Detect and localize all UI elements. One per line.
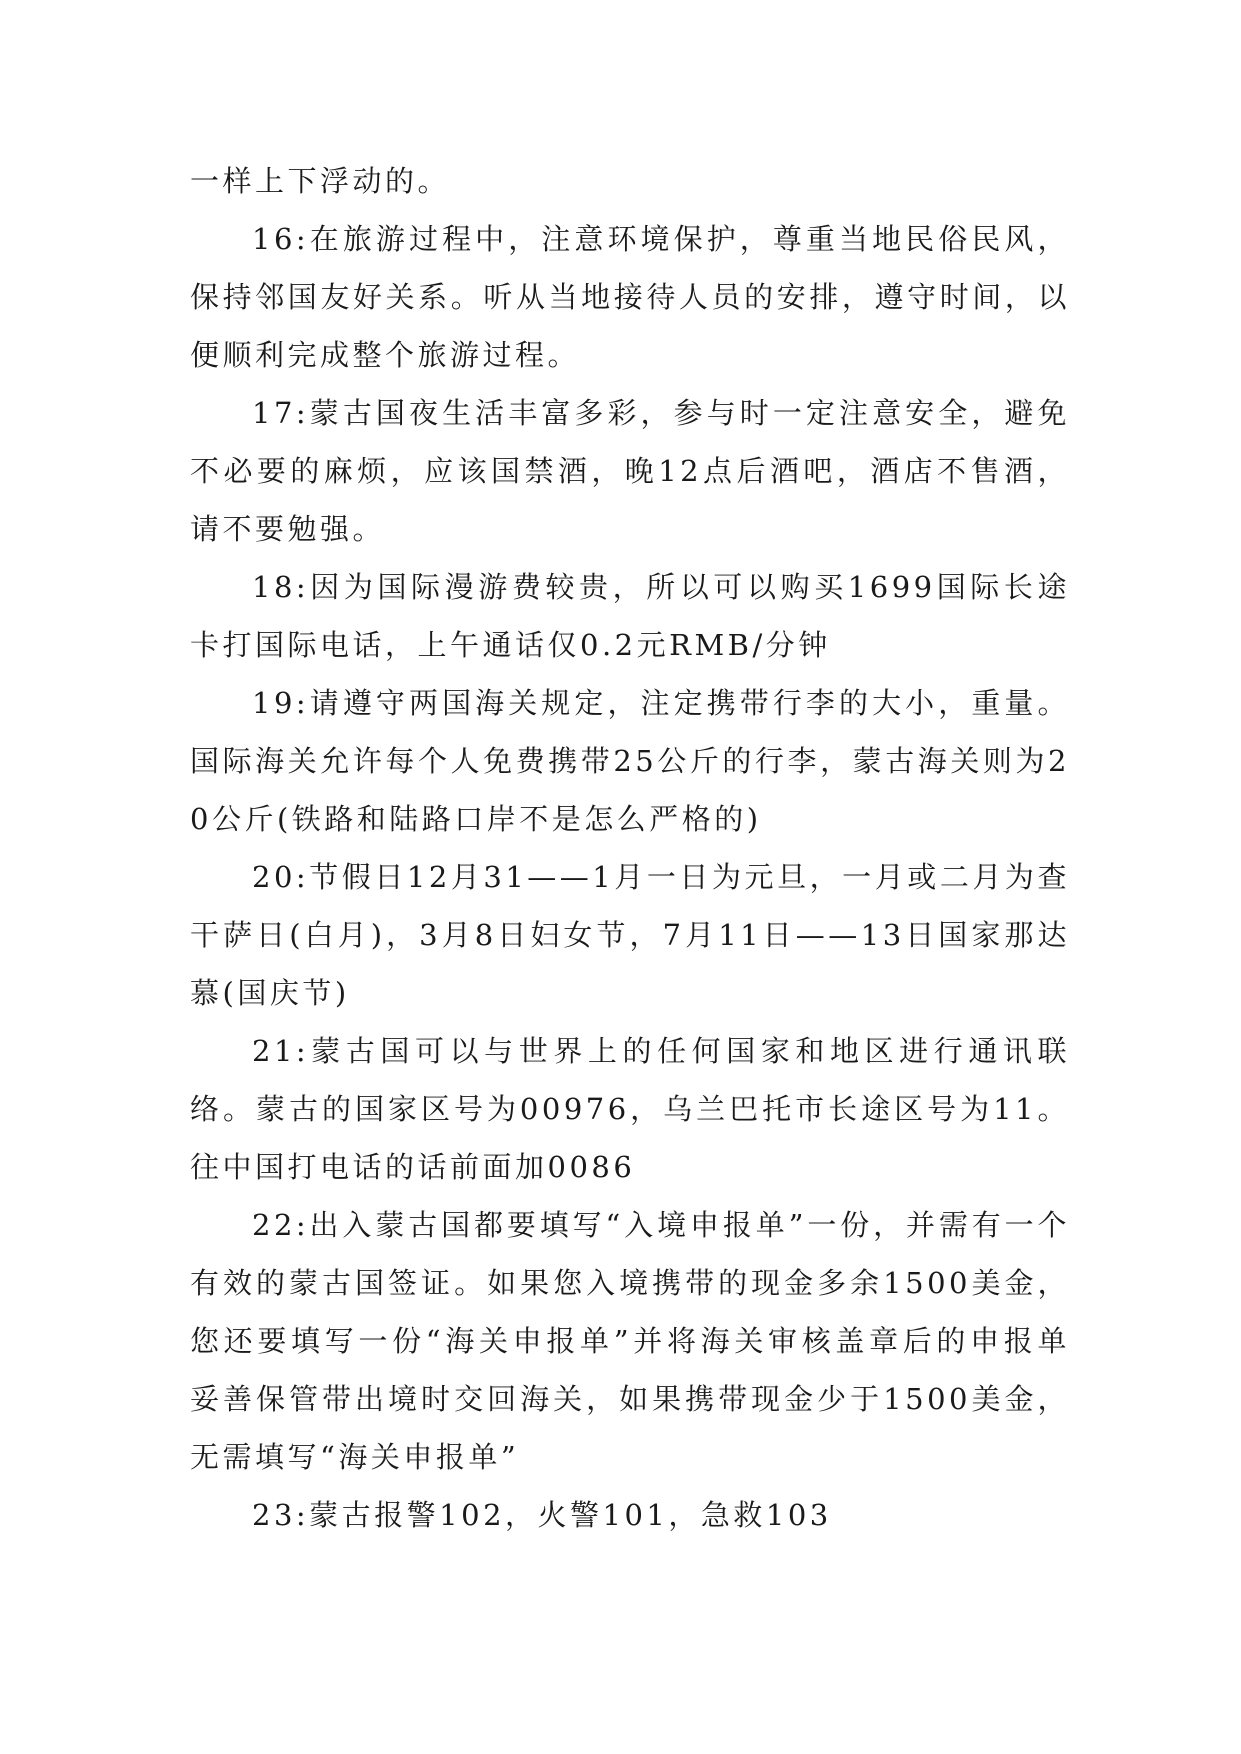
paragraph-item-21: 21:蒙古国可以与世界上的任何国家和地区进行通讯联络。蒙古的国家区号为00976，乌兰巴托市长途区号为11。往中国打电话的话前面加0086: [190, 1034, 1070, 1184]
paragraph-item-17: 17:蒙古国夜生活丰富多彩，参与时一定注意安全，避免不必要的麻烦，应该国禁酒，晚12点后酒吧，酒店不售酒，请不要勉强。: [190, 396, 1070, 546]
paragraph-item-20: 20:节假日12月31——1月一日为元旦，一月或二月为查干萨日(白月)，3月8日妇女节，7月11日——13日国家那达慕(国庆节): [190, 860, 1070, 1010]
paragraph-item-23: 23:蒙古报警102，火警101，急救103: [252, 1498, 832, 1532]
document-body: [190, 152, 1070, 1544]
paragraph-item-16: 16:在旅游过程中，注意环境保护，尊重当地民俗民风，保持邻国友好关系。听从当地接待人员的安排，遵守时间，以便顺利完成整个旅游过程。: [190, 222, 1070, 372]
paragraph-item-22: 22:出入蒙古国都要填写“入境申报单”一份，并需有一个有效的蒙古国签证。如果您入境携带的现金多余1500美金，您还要填写一份“海关申报单”并将海关审核盖章后的申报单妥善保管带出境时交回海关，如果携带现金少于1500美金，无需填写“海关申报单”: [190, 1208, 1070, 1474]
paragraph-item-19: 19:请遵守两国海关规定，注定携带行李的大小，重量。国际海关允许每个人免费携带25公斤的行李，蒙古海关则为20公斤(铁路和陆路口岸不是怎么严格的): [190, 686, 1070, 836]
paragraph-item-18: 18:因为国际漫游费较贵，所以可以购买1699国际长途卡打国际电话，上午通话仅0.2元RMB/分钟: [190, 570, 1070, 662]
paragraph-continuation: 一样上下浮动的。: [190, 164, 451, 198]
